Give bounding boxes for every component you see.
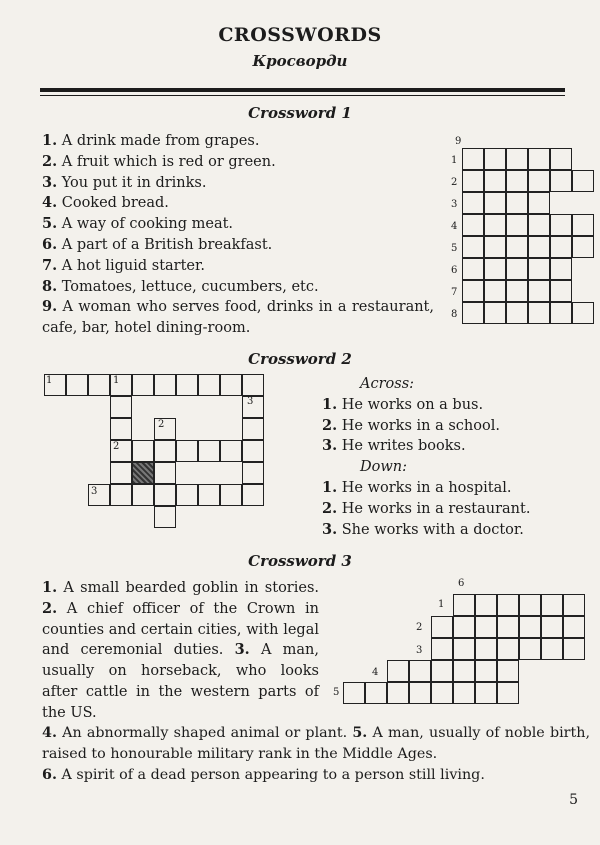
grid-cell[interactable]	[528, 258, 550, 280]
grid-cell[interactable]	[497, 682, 519, 704]
grid-cell[interactable]	[409, 682, 431, 704]
grid-cell[interactable]	[519, 616, 541, 638]
grid-cell[interactable]	[66, 374, 88, 396]
grid-cell[interactable]	[475, 594, 497, 616]
grid-cell[interactable]	[431, 660, 453, 682]
grid-number: 3	[91, 486, 98, 497]
grid-cell[interactable]	[198, 374, 220, 396]
grid-cell[interactable]	[506, 280, 528, 302]
grid-cell[interactable]	[242, 374, 264, 396]
clue: 2. He works in a school.	[322, 416, 500, 434]
grid-cell[interactable]	[387, 660, 409, 682]
clue: 3. You put it in drinks.	[42, 173, 207, 191]
grid-number: 1	[438, 599, 445, 610]
clue: 4. Cooked bread.	[42, 194, 169, 212]
grid-cell[interactable]	[110, 396, 132, 418]
clue: 6. A spirit of a dead person appearing to a person still living.	[42, 766, 485, 783]
grid-cell[interactable]	[528, 236, 550, 258]
grid-number: 4	[451, 221, 458, 232]
crossword-2-heading: Crossword 2	[248, 350, 352, 368]
grid-cell[interactable]	[220, 374, 242, 396]
grid-cell[interactable]	[572, 236, 594, 258]
grid-cell[interactable]	[497, 660, 519, 682]
crossword-1-heading: Crossword 1	[248, 104, 352, 122]
grid-cell[interactable]	[431, 616, 453, 638]
grid-cell[interactable]	[484, 214, 506, 236]
grid-cell[interactable]	[453, 594, 475, 616]
grid-number: 2	[451, 177, 458, 188]
grid-cell[interactable]	[484, 148, 506, 170]
grid-cell[interactable]	[506, 192, 528, 214]
crossword-2-clues	[322, 374, 572, 540]
grid-number: 2	[113, 441, 120, 452]
grid-cell[interactable]	[462, 192, 484, 214]
grid-cell[interactable]	[528, 302, 550, 324]
grid-cell[interactable]	[519, 594, 541, 616]
crossword-3-heading: Crossword 3	[248, 552, 352, 570]
grid-cell[interactable]	[242, 440, 264, 462]
grid-cell[interactable]	[176, 484, 198, 506]
grid-cell[interactable]	[550, 148, 572, 170]
grid-cell[interactable]	[475, 638, 497, 660]
grid-cell[interactable]	[506, 148, 528, 170]
grid-cell[interactable]	[462, 280, 484, 302]
grid-cell[interactable]	[484, 280, 506, 302]
grid-cell[interactable]	[506, 258, 528, 280]
grid-cell[interactable]	[132, 484, 154, 506]
grid-cell[interactable]	[220, 484, 242, 506]
grid-cell[interactable]	[462, 236, 484, 258]
clue: 6. A part of a British breakfast.	[42, 235, 273, 253]
grid-cell[interactable]	[519, 638, 541, 660]
grid-number: 2	[158, 419, 165, 430]
grid-cell[interactable]	[541, 616, 563, 638]
grid-cell[interactable]	[563, 638, 585, 660]
grid-number: 1	[451, 155, 458, 166]
grid-cell[interactable]	[506, 170, 528, 192]
grid-cell[interactable]	[550, 170, 572, 192]
grid-cell[interactable]	[550, 236, 572, 258]
grid-cell[interactable]	[462, 170, 484, 192]
grid-cell[interactable]	[528, 148, 550, 170]
grid-cell[interactable]	[506, 236, 528, 258]
grid-cell[interactable]	[132, 462, 154, 484]
grid-cell[interactable]	[431, 638, 453, 660]
grid-cell[interactable]	[550, 214, 572, 236]
grid-cell[interactable]	[154, 462, 176, 484]
grid-cell[interactable]	[132, 440, 154, 462]
divider-thin	[40, 95, 565, 96]
grid-cell[interactable]	[550, 280, 572, 302]
grid-cell[interactable]	[220, 440, 242, 462]
grid-cell[interactable]	[528, 214, 550, 236]
grid-cell[interactable]	[431, 682, 453, 704]
grid-cell[interactable]	[506, 302, 528, 324]
crossword-1-clues	[42, 131, 434, 339]
grid-cell[interactable]	[242, 462, 264, 484]
clue: 5. A way of cooking meat.	[42, 215, 234, 233]
grid-cell[interactable]	[453, 682, 475, 704]
grid-number: 4	[372, 667, 379, 678]
grid-cell[interactable]	[176, 374, 198, 396]
grid-number: 6	[451, 265, 458, 276]
grid-cell[interactable]	[484, 258, 506, 280]
grid-cell[interactable]	[497, 594, 519, 616]
grid-cell[interactable]	[528, 280, 550, 302]
grid-cell[interactable]	[154, 506, 176, 528]
page-subtitle: Кросворди	[252, 52, 348, 70]
grid-cell[interactable]	[550, 258, 572, 280]
page-number: 5	[569, 792, 578, 808]
grid-cell[interactable]	[453, 616, 475, 638]
clue: 1. A drink made from grapes.	[42, 132, 260, 149]
grid-number: 9	[455, 136, 462, 147]
grid-cell[interactable]	[154, 374, 176, 396]
grid-number: 5	[333, 687, 340, 698]
clue: 3. She works with a doctor.	[322, 520, 524, 538]
grid-cell[interactable]	[497, 638, 519, 660]
grid-cell[interactable]	[475, 616, 497, 638]
grid-cell[interactable]	[176, 440, 198, 462]
grid-cell[interactable]	[462, 148, 484, 170]
grid-cell[interactable]	[453, 660, 475, 682]
grid-cell[interactable]	[484, 302, 506, 324]
grid-cell[interactable]	[242, 418, 264, 440]
grid-number: 3	[416, 645, 423, 656]
grid-cell[interactable]	[154, 440, 176, 462]
grid-cell[interactable]	[572, 302, 594, 324]
grid-cell[interactable]	[484, 236, 506, 258]
grid-cell[interactable]	[484, 192, 506, 214]
clue: 9. A woman who serves food, drinks in a restaurant, cafe, bar, hotel dining-room.	[42, 298, 434, 337]
clue: 8. Tomatoes, lettuce, cucumbers, etc.	[42, 277, 319, 295]
grid-cell[interactable]	[198, 440, 220, 462]
grid-number: 7	[451, 287, 458, 298]
across-label: Across:	[360, 376, 415, 392]
grid-cell[interactable]	[572, 214, 594, 236]
grid-cell[interactable]	[462, 302, 484, 324]
clue: 2. He works in a restaurant.	[322, 499, 531, 517]
grid-cell[interactable]	[110, 484, 132, 506]
grid-cell[interactable]	[550, 302, 572, 324]
grid-number: 8	[451, 309, 458, 320]
grid-cell[interactable]	[110, 418, 132, 440]
grid-cell[interactable]	[475, 682, 497, 704]
grid-cell[interactable]	[497, 616, 519, 638]
grid-cell[interactable]	[462, 258, 484, 280]
grid-cell[interactable]	[132, 374, 154, 396]
grid-cell[interactable]	[528, 170, 550, 192]
grid-cell[interactable]	[88, 374, 110, 396]
grid-number: 1	[113, 375, 120, 386]
grid-number: 3	[451, 199, 458, 210]
grid-cell[interactable]	[563, 594, 585, 616]
grid-cell[interactable]	[506, 214, 528, 236]
grid-cell[interactable]	[242, 484, 264, 506]
grid-number: 1	[46, 375, 53, 386]
grid-cell[interactable]	[453, 638, 475, 660]
grid-cell[interactable]	[541, 638, 563, 660]
clue: 1. He works on a bus.	[322, 395, 484, 413]
clue: 2. A fruit which is red or green.	[42, 152, 276, 170]
clue: 3. He writes books.	[322, 437, 466, 455]
grid-cell[interactable]	[462, 214, 484, 236]
grid-cell[interactable]	[409, 660, 431, 682]
grid-number: 3	[247, 396, 254, 407]
grid-cell[interactable]	[110, 462, 132, 484]
grid-cell[interactable]	[563, 616, 585, 638]
grid-number: 6	[458, 578, 465, 589]
grid-cell[interactable]	[528, 192, 550, 214]
page-title: CROSSWORDS	[218, 24, 382, 46]
grid-cell[interactable]	[343, 682, 365, 704]
clue: 7. A hot liguid starter.	[42, 256, 205, 274]
crossword-3-clues-full: 4. An abnormally shaped animal or plant. 5. A man, usually of noble birth, raised to honourable military rank in the Middle Ages. 6. A spirit of a dead person appearing to a person still living.	[42, 723, 590, 785]
grid-cell[interactable]	[484, 170, 506, 192]
grid-number: 5	[451, 243, 458, 254]
grid-cell[interactable]	[572, 170, 594, 192]
grid-number: 2	[416, 622, 423, 633]
down-label: Down:	[360, 459, 407, 476]
grid-cell[interactable]	[475, 660, 497, 682]
grid-cell[interactable]	[387, 682, 409, 704]
crossword-3-clues-side: 1. A small bearded goblin in stories. 2. A chief officer of the Crown in counties and certain cities, with legal and ceremonial duties. 3. A man, usually on horseback, who looks after cattle in the western parts of the US.	[42, 579, 319, 721]
clue: 1. He works in a hospital.	[322, 478, 512, 496]
grid-cell[interactable]	[365, 682, 387, 704]
grid-cell[interactable]	[154, 484, 176, 506]
grid-cell[interactable]	[541, 594, 563, 616]
divider-thick	[40, 88, 565, 92]
grid-cell[interactable]	[198, 484, 220, 506]
